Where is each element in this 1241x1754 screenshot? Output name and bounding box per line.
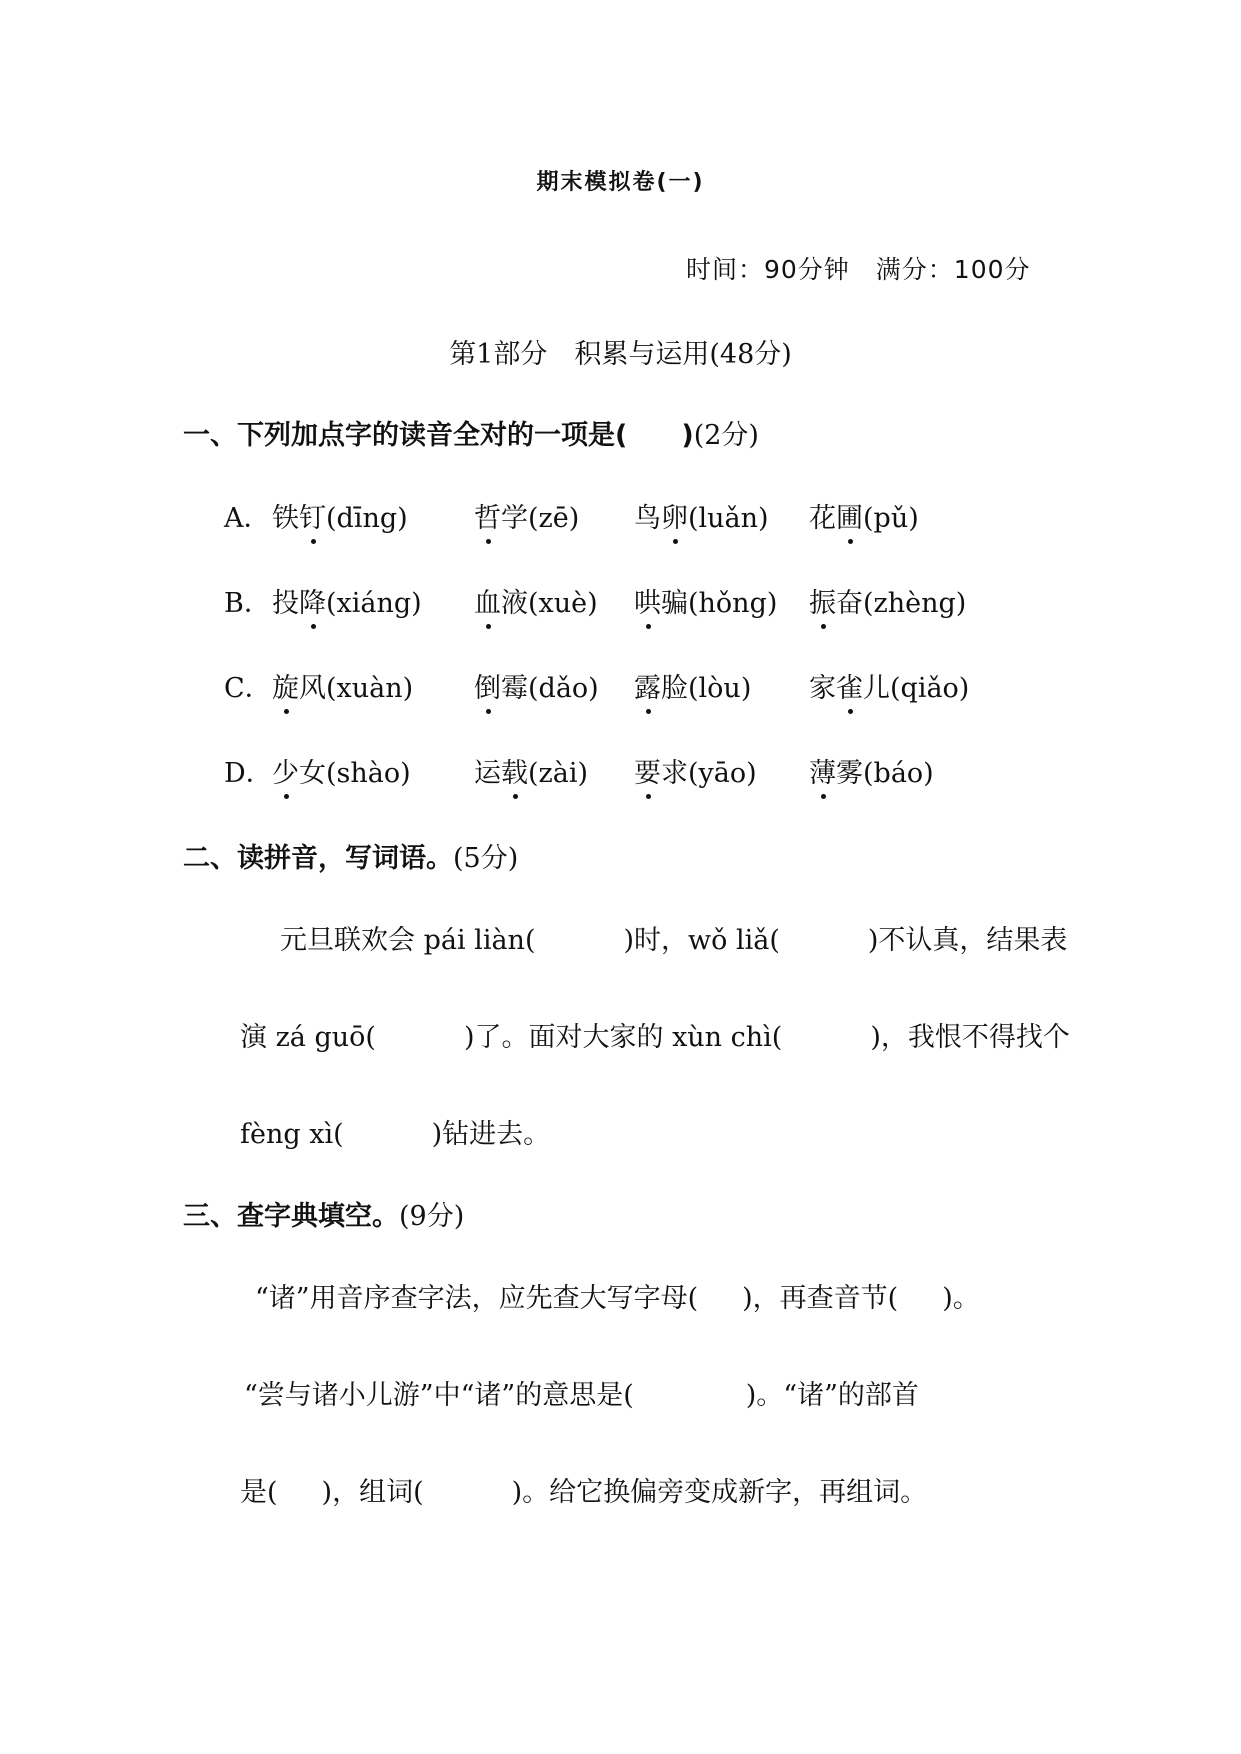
word-char: 铁	[272, 503, 299, 534]
q2-stem: 读拼音，写词语。	[237, 843, 453, 874]
q2-line-3-text-a: fèng xì(	[240, 1119, 344, 1150]
option-item	[809, 751, 934, 790]
q2-line-2	[240, 1015, 1070, 1054]
word-char: 鸟	[634, 503, 661, 534]
q3-line-1-text-c: )。	[942, 1283, 980, 1314]
option-letter: C．	[224, 673, 272, 704]
dotted-char: 旋	[272, 666, 299, 705]
q2-number: 二、	[183, 843, 237, 874]
word-char: 脸	[661, 673, 688, 704]
q3-heading	[183, 1194, 464, 1233]
option-item	[809, 496, 919, 535]
q3-score: (9分)	[399, 1201, 465, 1232]
pinyin: (pǔ)	[863, 503, 919, 534]
word-char: 液	[501, 588, 528, 619]
option-item	[634, 751, 757, 790]
q2-line-2-text-b: )了。面对大家的 xùn chì(	[463, 1022, 783, 1053]
word-char: 女	[299, 758, 326, 789]
pinyin: (zē)	[528, 503, 580, 534]
dotted-char: 哄	[634, 581, 661, 620]
option-item	[474, 751, 588, 790]
q3-line-2-text-b: )。“诸”的部首	[745, 1380, 919, 1411]
pinyin: (yāo)	[688, 758, 757, 789]
q2-line-1-text-a: 元旦联欢会 pái liàn(	[280, 925, 536, 956]
pinyin: (shào)	[326, 758, 411, 789]
pinyin: (dīng)	[326, 503, 408, 534]
dotted-char: 要	[634, 751, 661, 790]
q2-heading	[183, 836, 518, 875]
option-item	[272, 496, 408, 535]
dotted-char: 振	[809, 581, 836, 620]
option-item	[809, 581, 966, 620]
pinyin: (zài)	[528, 758, 589, 789]
q2-score: (5分)	[453, 843, 519, 874]
word-char: 骗	[661, 588, 688, 619]
option-item	[272, 666, 413, 705]
q2-line-2-text-a: 演 zá guō(	[240, 1022, 376, 1053]
word-char: 学	[501, 503, 528, 534]
dotted-char: 倒	[474, 666, 501, 705]
word-char: 霉	[501, 673, 528, 704]
pinyin: (hǒng)	[688, 588, 778, 619]
q1-stem: 下列加点字的读音全对的一项是( )	[237, 420, 694, 451]
dotted-char: 哲	[474, 496, 501, 535]
q3-line-1	[255, 1276, 980, 1315]
dotted-char: 雀	[836, 666, 863, 705]
dotted-char: 露	[634, 666, 661, 705]
pinyin: (dǎo)	[528, 673, 599, 704]
dotted-char: 薄	[809, 751, 836, 790]
q3-line-2-text-a: “尝与诸小儿游”中“诸”的意思是(	[244, 1380, 634, 1411]
q3-line-3-text-c: )。给它换偏旁变成新字，再组词。	[511, 1477, 928, 1508]
word-char: 风	[299, 673, 326, 704]
q2-line-1-text-b: )时，wǒ liǎ(	[623, 925, 780, 956]
q3-line-1-text-a: “诸”用音序查字法，应先查大写字母(	[255, 1283, 699, 1314]
q3-line-2	[244, 1373, 919, 1412]
pinyin: (qiǎo)	[890, 673, 970, 704]
q3-line-3-text-a: 是(	[240, 1477, 278, 1508]
q2-line-2-text-c: )，我恨不得找个	[870, 1022, 1070, 1053]
option-item	[272, 751, 411, 790]
option-item	[474, 666, 599, 705]
q1-score: (2分)	[693, 420, 759, 451]
q1-number: 一、	[183, 420, 237, 451]
dotted-char: 载	[501, 751, 528, 790]
pinyin: (luǎn)	[688, 503, 769, 534]
pinyin: (xuàn)	[326, 673, 414, 704]
pinyin: (zhèng)	[863, 588, 967, 619]
dotted-char: 钉	[299, 496, 326, 535]
word-char: 儿	[863, 673, 890, 704]
option-item	[474, 581, 598, 620]
word-char: 奋	[836, 588, 863, 619]
dotted-char: 卵	[661, 496, 688, 535]
q2-line-3-text-b: )钻进去。	[431, 1119, 551, 1150]
word-char: 求	[661, 758, 688, 789]
option-item	[634, 666, 751, 705]
dotted-char: 少	[272, 751, 299, 790]
exam-time-score: 时间：90分钟 满分：100分	[686, 255, 1031, 284]
q3-line-3	[240, 1470, 927, 1509]
q2-line-1-text-c: )不认真，结果表	[867, 925, 1068, 956]
word-char: 花	[809, 503, 836, 534]
dotted-char: 圃	[836, 496, 863, 535]
pinyin: (xiáng)	[326, 588, 422, 619]
option-item	[634, 496, 769, 535]
option-letter: D．	[224, 758, 273, 789]
word-char: 家	[809, 673, 836, 704]
q3-stem: 查字典填空。	[237, 1201, 399, 1232]
option-item	[634, 581, 777, 620]
option-item	[474, 496, 579, 535]
option-letter: B．	[224, 588, 271, 619]
option-letter: A．	[224, 503, 271, 534]
pinyin: (xuè)	[528, 588, 598, 619]
q1-heading	[183, 413, 759, 452]
dotted-char: 降	[299, 581, 326, 620]
q3-number: 三、	[183, 1201, 237, 1232]
part-title: 第1部分 积累与运用(48分)	[449, 339, 792, 370]
exam-title: 期末模拟卷(一)	[536, 170, 705, 195]
q2-line-1	[280, 918, 1067, 957]
q3-line-1-text-b: )，再查音节(	[742, 1283, 899, 1314]
word-char: 雾	[836, 758, 863, 789]
word-char: 投	[272, 588, 299, 619]
pinyin: (báo)	[863, 758, 934, 789]
word-char: 运	[474, 758, 501, 789]
option-item	[272, 581, 422, 620]
option-item	[809, 666, 969, 705]
q3-line-3-text-b: )，组词(	[321, 1477, 424, 1508]
pinyin: (lòu)	[688, 673, 752, 704]
dotted-char: 血	[474, 581, 501, 620]
q2-line-3	[240, 1112, 550, 1151]
